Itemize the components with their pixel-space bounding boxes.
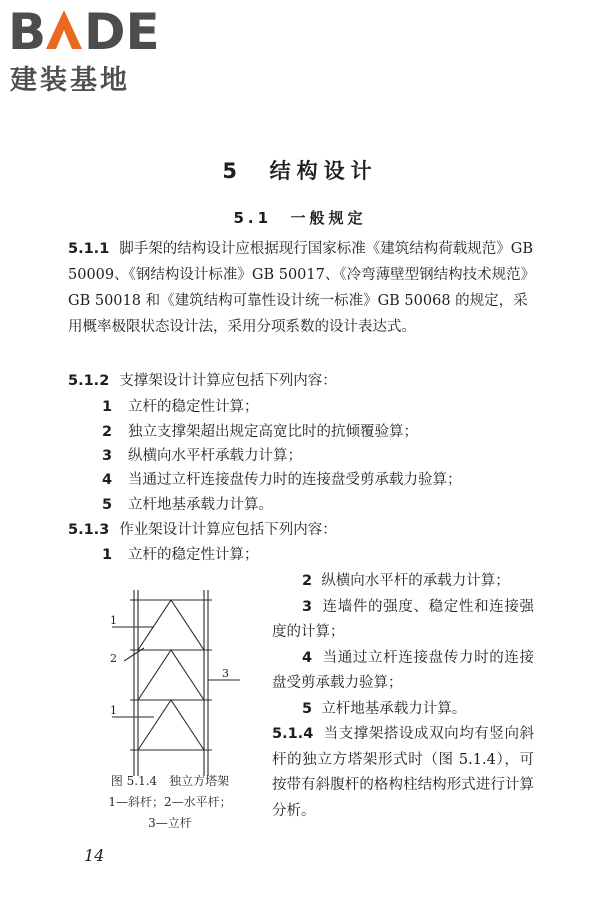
clause-text: 当支撑架搭设成双向均有竖向斜杆的独立方塔架形式时（图 5.1.4），可按带有斜腹杆的格构柱结构形式进行计算分析。 (272, 726, 535, 819)
tower-frame-figure (100, 580, 250, 780)
right-column-text (272, 569, 534, 824)
clause-number: 5.1.1 (68, 241, 110, 257)
figure-caption (70, 771, 270, 834)
page-number: 14 (84, 846, 105, 865)
clause-5-1-4 (272, 722, 534, 824)
diagonal-brace (171, 700, 204, 750)
figure-label: 2 (110, 652, 117, 665)
list-item: 5 立杆地基承载力计算。 (102, 497, 273, 513)
chapter-title-text: 结构设计 (269, 159, 378, 183)
bade-logo-mark (8, 4, 184, 56)
clause-5-1-2 (68, 368, 536, 394)
figure-label: 1 (110, 704, 117, 717)
diagonal-brace (138, 600, 171, 650)
chapter-title (0, 155, 600, 185)
logo-letter-b: B (8, 4, 47, 56)
clause-text: 作业架设计计算应包括下列内容： (119, 522, 337, 538)
section-title (0, 207, 600, 228)
figure-legend: 3—立杆 (148, 816, 192, 830)
diagonal-brace (171, 650, 204, 700)
logo-letter-a (46, 10, 82, 49)
list-item: 3 纵横向水平杆承载力计算； (102, 448, 302, 464)
list-item: 5 立杆地基承载力计算。 (302, 700, 467, 717)
logo-subtitle: 建装基地 (10, 65, 130, 96)
clause-5-1-3 (68, 517, 536, 543)
list-item: 2 纵横向水平杆的承载力计算； (302, 573, 510, 589)
diagonal-brace (171, 600, 204, 650)
clause-number: 5.1.2 (68, 373, 110, 389)
list-item: 4 当通过立杆连接盘传力时的连接盘受剪承载力验算； (102, 472, 462, 488)
section-number: 5.1 (233, 209, 273, 227)
list-item: 1 立杆的稳定性计算； (102, 547, 259, 563)
brand-logo (8, 4, 184, 100)
diagonal-brace (138, 650, 171, 700)
clause-number: 5.1.3 (68, 522, 110, 538)
clause-text: 支撑架设计计算应包括下列内容： (119, 373, 337, 389)
figure-label: 3 (222, 667, 229, 680)
chapter-number: 5 (222, 159, 243, 183)
figure-caption-title: 图 5.1.4 独立方塔架 (110, 774, 230, 788)
section-title-text: 一般规定 (290, 209, 367, 227)
clause-number: 5.1.4 (272, 726, 314, 742)
clause-text: 脚手架的结构设计应根据现行国家标准《建筑结构荷载规范》GB 50009、《钢结构设计标准》GB 50017、《冷弯薄壁型钢结构技术规范》GB 50018 和《建筑结构可靠性设计统一标准》GB 50068 的规定，采用概率极限状态设计法，采用分项系数的设计表达式。 (68, 241, 536, 335)
figure-label: 1 (110, 614, 117, 627)
list-item: 2 独立支撑架超出规定高宽比时的抗倾覆验算； (102, 424, 418, 440)
list-item: 4 当通过立杆连接盘传力时的连接盘受剪承载力验算； (272, 649, 535, 691)
tower-frame-drawing (100, 580, 250, 780)
figure-legend: 1—斜杆；2—水平杆； (108, 795, 232, 809)
clause-5-1-1 (68, 236, 536, 340)
logo-letters-de: DE (84, 4, 160, 56)
list-item: 3 连墙件的强度、稳定性和连接强度的计算； (272, 598, 535, 640)
diagonal-brace (138, 700, 171, 750)
list-item: 1 立杆的稳定性计算； (102, 399, 259, 415)
